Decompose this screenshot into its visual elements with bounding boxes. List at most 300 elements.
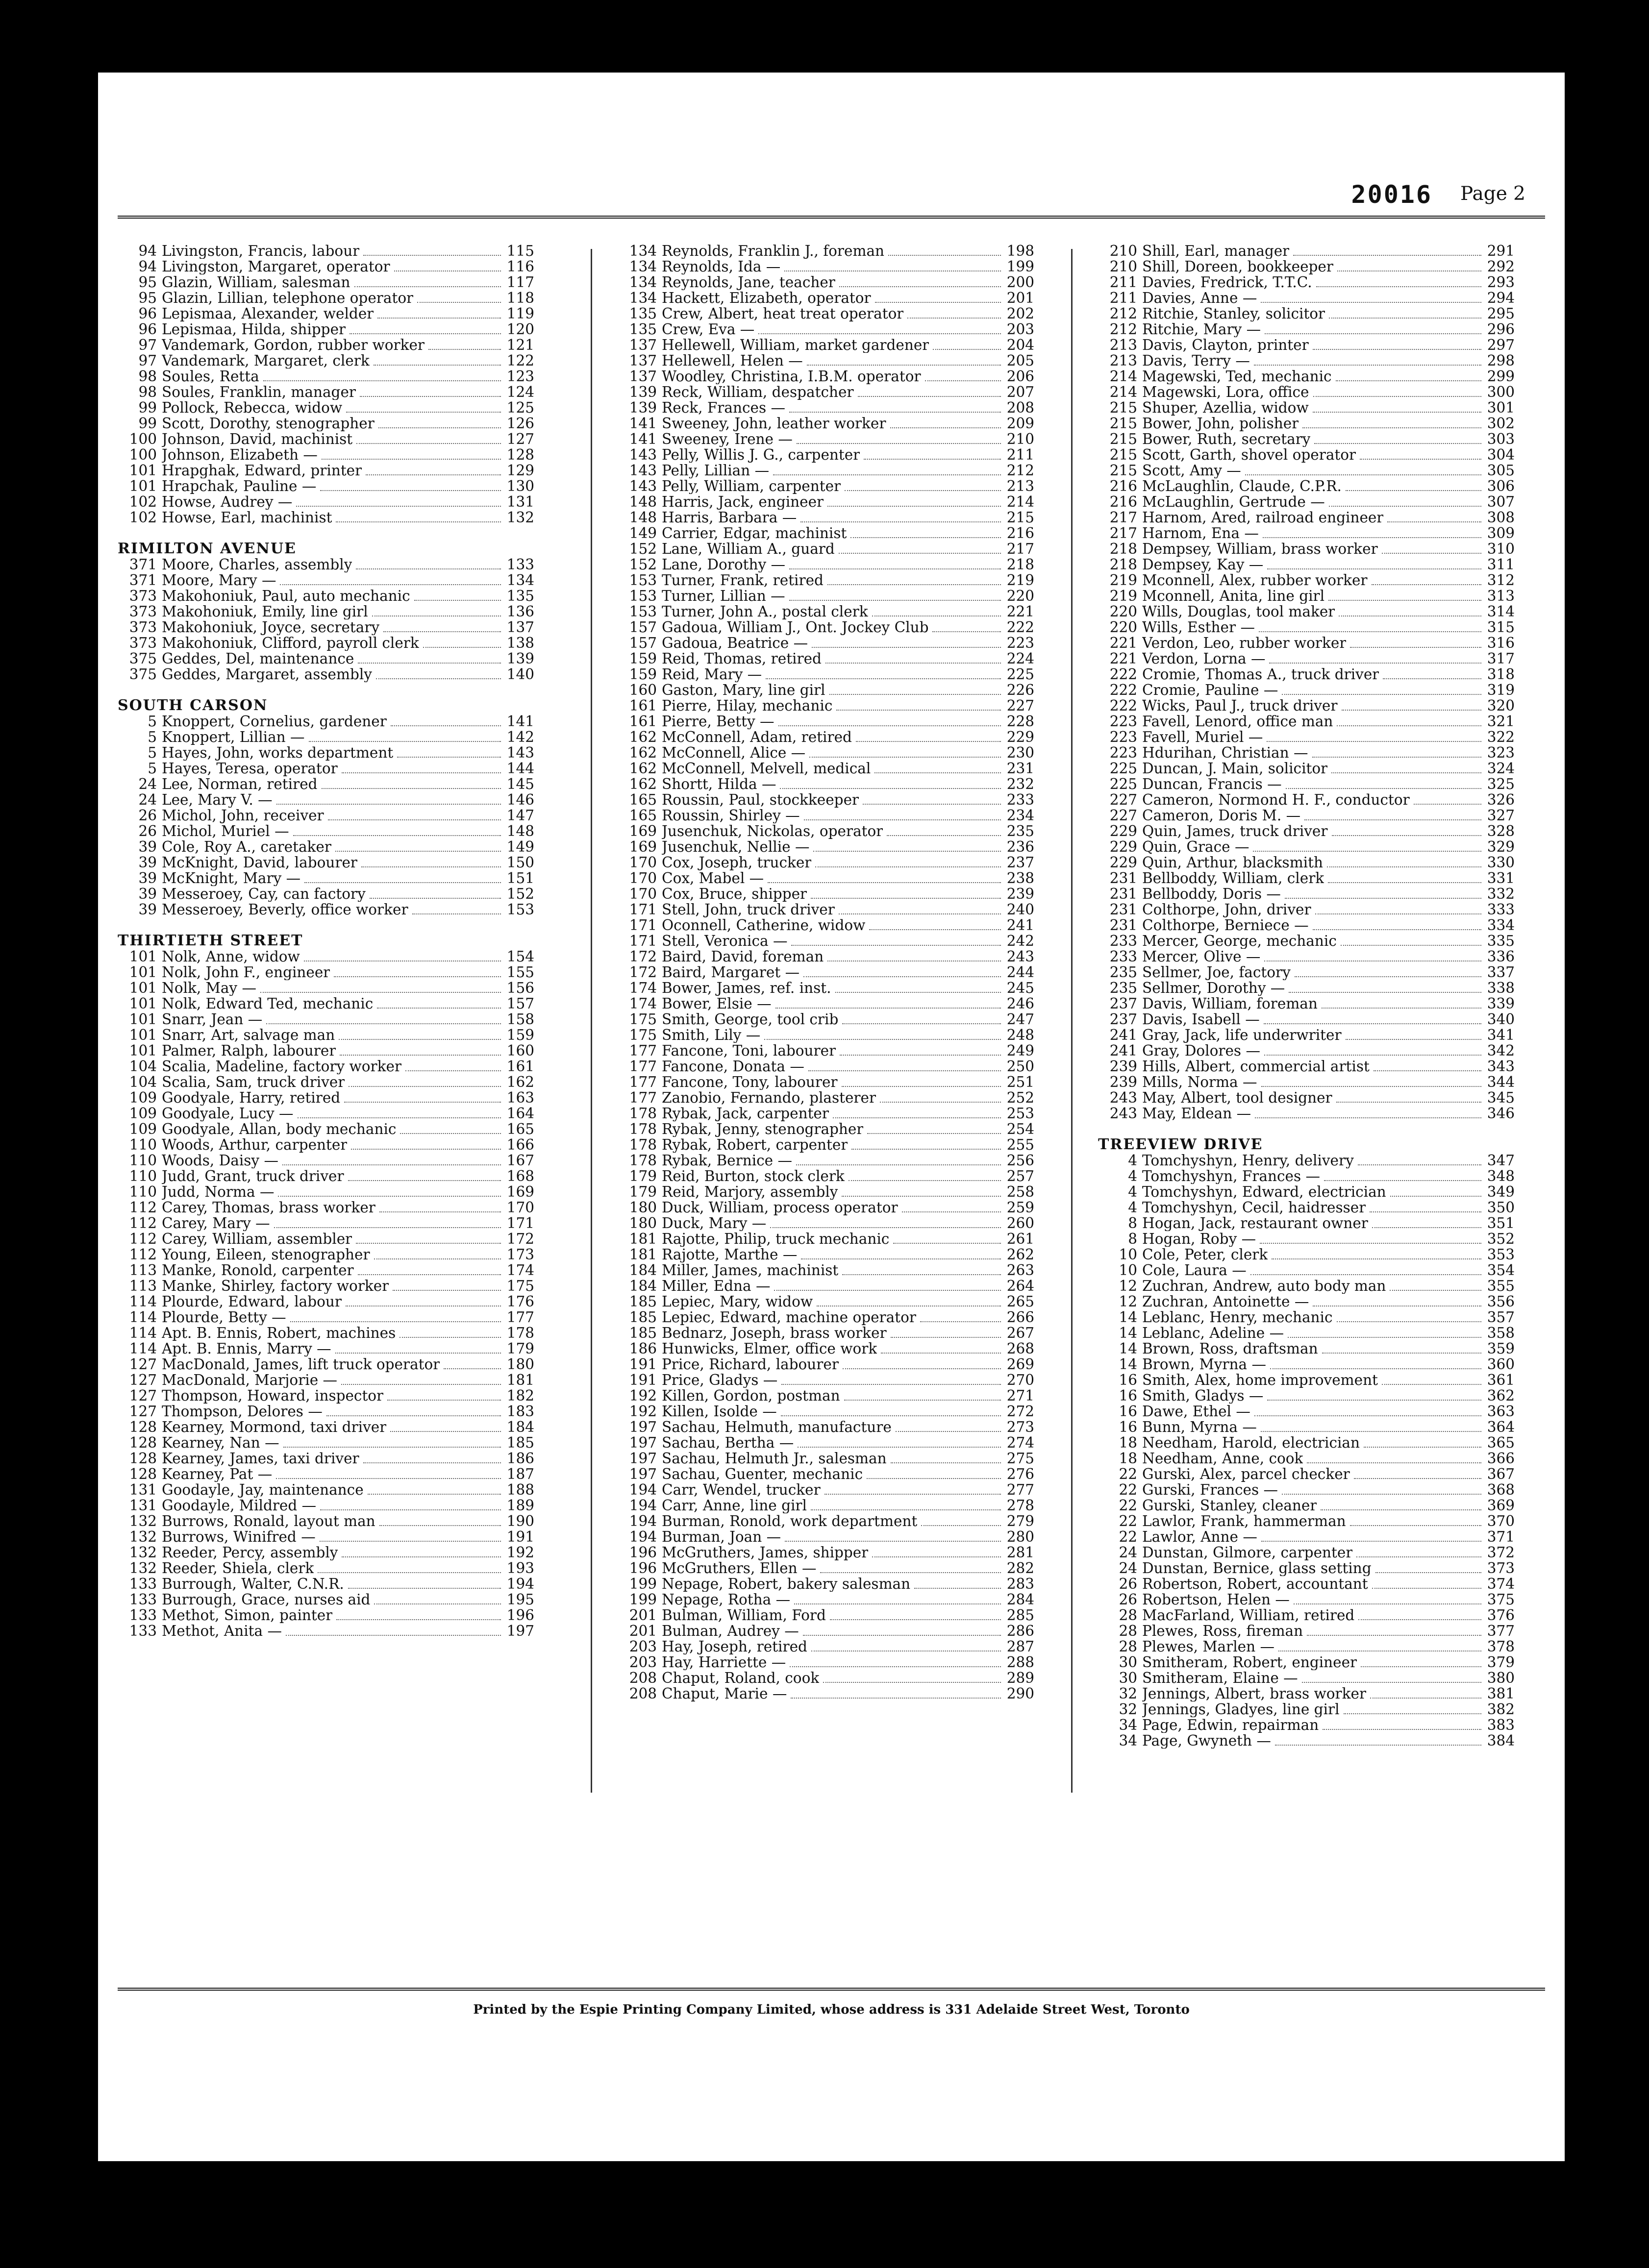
- leader-dots: [1331, 762, 1481, 773]
- directory-entry: [1098, 808, 1515, 823]
- directory-entry: [118, 1498, 534, 1513]
- entry-number: 247: [1006, 1011, 1034, 1028]
- directory-entry: [618, 1482, 1034, 1498]
- directory-entry: [1098, 729, 1515, 745]
- house-number: 237: [1109, 995, 1137, 1012]
- entry-number: 336: [1487, 948, 1515, 965]
- resident-name: Turner, John A., postal clerk: [662, 604, 868, 619]
- directory-entry: [618, 1294, 1034, 1309]
- resident-name: Ritchie, Mary —: [1142, 321, 1261, 337]
- leader-dots: [842, 1263, 1001, 1275]
- house-number: 101: [129, 478, 157, 494]
- entry-number: 251: [1006, 1074, 1034, 1090]
- directory-entry: [618, 1404, 1034, 1419]
- entry-number: 202: [1006, 305, 1034, 322]
- entry-number: 344: [1487, 1074, 1515, 1090]
- resident-name: Woods, Daisy —: [162, 1153, 278, 1168]
- leader-dots: [872, 605, 1001, 616]
- entry-number: 217: [1006, 541, 1034, 557]
- entry-number: 372: [1487, 1544, 1515, 1561]
- entry-number: 360: [1487, 1356, 1515, 1373]
- resident-name: Mconnell, Anita, line girl: [1142, 588, 1325, 604]
- entry-number: 310: [1487, 541, 1515, 557]
- resident-name: Snarr, Art, salvage man: [162, 1027, 335, 1043]
- leader-dots: [298, 1107, 501, 1118]
- resident-name: Duncan, Francis —: [1142, 776, 1282, 792]
- directory-entry: [1098, 1419, 1515, 1435]
- house-number: 148: [629, 493, 657, 510]
- street-heading: SOUTH CARSON: [118, 697, 268, 714]
- resident-name: Brown, Ross, draftsman: [1142, 1341, 1318, 1356]
- leader-dots: [1375, 1561, 1481, 1573]
- resident-name: Plewes, Ross, fireman: [1142, 1623, 1303, 1639]
- resident-name: Verdon, Lorna —: [1142, 651, 1266, 666]
- entry-number: 282: [1006, 1560, 1034, 1577]
- directory-entry: [618, 1247, 1034, 1262]
- entry-number: 235: [1006, 823, 1034, 839]
- directory-entry: [118, 290, 534, 306]
- directory-entry: [118, 243, 534, 259]
- directory-entry: [118, 384, 534, 400]
- entry-number: 279: [1006, 1513, 1034, 1529]
- house-number: 18: [1119, 1434, 1137, 1451]
- entry-number: 194: [506, 1576, 534, 1592]
- house-number: 14: [1119, 1356, 1137, 1373]
- leader-dots: [824, 1483, 1001, 1495]
- directory-entry: [1098, 964, 1515, 980]
- directory-entry: [1098, 1670, 1515, 1686]
- entry-number: 319: [1487, 682, 1515, 698]
- house-number: 197: [629, 1419, 657, 1435]
- directory-entry: [118, 1419, 534, 1435]
- leader-dots: [351, 1138, 501, 1150]
- entry-number: 289: [1006, 1670, 1034, 1686]
- entry-number: 172: [506, 1231, 534, 1247]
- directory-entry: [618, 1435, 1034, 1451]
- resident-name: Hayes, Teresa, operator: [162, 761, 338, 776]
- directory-entry: [618, 400, 1034, 416]
- directory-entry: [1098, 792, 1515, 808]
- house-number: 96: [138, 321, 157, 338]
- house-number: 133: [129, 1591, 157, 1608]
- leader-dots: [358, 652, 501, 664]
- directory-entry: [618, 604, 1034, 619]
- entry-number: 210: [1006, 431, 1034, 447]
- directory-entry: [1098, 886, 1515, 902]
- street-heading: THIRTIETH STREET: [118, 932, 303, 949]
- resident-name: Bower, John, polisher: [1142, 416, 1299, 431]
- leader-dots: [368, 1483, 501, 1495]
- entry-number: 291: [1487, 243, 1515, 259]
- directory-entry: [1098, 1388, 1515, 1404]
- entry-number: 197: [506, 1623, 534, 1639]
- leader-dots: [391, 715, 501, 726]
- leader-dots: [1370, 1201, 1481, 1212]
- leader-dots: [1350, 1514, 1481, 1526]
- resident-name: Hills, Albert, commercial artist: [1142, 1059, 1370, 1074]
- directory-entry: [118, 1466, 534, 1482]
- entry-number: 364: [1487, 1419, 1515, 1435]
- resident-name: Burrough, Walter, C.N.R.: [162, 1576, 344, 1592]
- directory-entry: [618, 353, 1034, 369]
- resident-name: Harris, Barbara —: [662, 510, 797, 525]
- entry-number: 335: [1487, 933, 1515, 949]
- leader-dots: [1285, 887, 1481, 899]
- directory-entry: [118, 1121, 534, 1137]
- resident-name: Tomchyshyn, Frances —: [1142, 1168, 1321, 1184]
- directory-entry: [1098, 682, 1515, 698]
- house-number: 39: [138, 901, 157, 918]
- document-page: [98, 73, 1565, 2161]
- resident-name: Vandemark, Gordon, rubber worker: [162, 337, 425, 353]
- leader-dots: [322, 777, 501, 789]
- entry-number: 330: [1487, 854, 1515, 871]
- leader-dots: [803, 965, 1001, 977]
- house-number: 97: [138, 352, 157, 369]
- directory-entry: [618, 1278, 1034, 1294]
- entry-number: 253: [1006, 1105, 1034, 1122]
- entry-number: 160: [506, 1042, 534, 1059]
- entry-number: 122: [506, 352, 534, 369]
- resident-name: Wills, Esther —: [1142, 619, 1255, 635]
- directory-entry: [1098, 1404, 1515, 1419]
- resident-name: Rybak, Robert, carpenter: [662, 1137, 848, 1153]
- house-number: 201: [629, 1623, 657, 1639]
- entry-number: 328: [1487, 823, 1515, 839]
- leader-dots: [1374, 1060, 1481, 1071]
- house-number: 152: [629, 541, 657, 557]
- entry-number: 211: [1006, 446, 1034, 463]
- directory-entry: [618, 478, 1034, 494]
- leader-dots: [858, 385, 1001, 397]
- house-number: 148: [629, 509, 657, 526]
- leader-dots: [1382, 542, 1481, 554]
- resident-name: Dempsey, William, brass worker: [1142, 541, 1378, 557]
- resident-name: Sachau, Helmuth Jr., salesman: [662, 1451, 887, 1466]
- house-number: 132: [129, 1513, 157, 1529]
- directory-entry: [618, 1356, 1034, 1372]
- directory-entry: [1098, 651, 1515, 666]
- entry-number: 320: [1487, 697, 1515, 714]
- house-number: 114: [129, 1325, 157, 1341]
- leader-dots: [276, 1467, 501, 1479]
- leader-dots: [887, 824, 1001, 836]
- entry-number: 118: [506, 290, 534, 306]
- resident-name: Leblanc, Adeline —: [1142, 1325, 1284, 1341]
- entry-number: 379: [1487, 1654, 1515, 1671]
- house-number: 127: [129, 1372, 157, 1388]
- entry-number: 227: [1006, 697, 1034, 714]
- entry-number: 176: [506, 1293, 534, 1310]
- directory-entry: [618, 572, 1034, 588]
- leader-dots: [888, 244, 1001, 256]
- leader-dots: [1313, 338, 1481, 350]
- resident-name: Smitheram, Elaine —: [1142, 1670, 1298, 1686]
- resident-name: McGruthers, Ellen —: [662, 1560, 817, 1576]
- entry-number: 284: [1006, 1591, 1034, 1608]
- house-number: 196: [629, 1544, 657, 1561]
- entry-number: 196: [506, 1607, 534, 1624]
- leader-dots: [1414, 793, 1481, 805]
- directory-entry: [618, 588, 1034, 604]
- entry-number: 351: [1487, 1215, 1515, 1232]
- resident-name: Gadoua, Beatrice —: [662, 635, 808, 651]
- leader-dots: [811, 1640, 1001, 1652]
- resident-name: Roussin, Paul, stockkeeper: [662, 792, 859, 808]
- resident-name: Duck, William, process operator: [662, 1200, 898, 1215]
- leader-dots: [1302, 417, 1481, 428]
- house-number: 175: [629, 1027, 657, 1043]
- house-number: 217: [1109, 525, 1137, 542]
- leader-dots: [1313, 401, 1481, 413]
- directory-entry: [118, 1153, 534, 1168]
- entry-number: 315: [1487, 619, 1515, 636]
- house-number: 215: [1109, 399, 1137, 416]
- house-number: 4: [1128, 1152, 1137, 1169]
- leader-dots: [1339, 605, 1481, 616]
- resident-name: Bower, James, ref. inst.: [662, 980, 831, 996]
- resident-name: Dunstan, Gilmore, carpenter: [1142, 1545, 1353, 1560]
- directory-entry: [1098, 1576, 1515, 1592]
- directory-entry: [118, 1200, 534, 1215]
- house-number: 137: [629, 337, 657, 353]
- directory-entry: [1098, 259, 1515, 274]
- house-number: 110: [129, 1183, 157, 1200]
- house-number: 4: [1128, 1168, 1137, 1184]
- house-number: 172: [629, 964, 657, 981]
- resident-name: Stell, Veronica —: [662, 933, 788, 949]
- entry-number: 161: [506, 1058, 534, 1075]
- directory-entry: [118, 478, 534, 494]
- entry-number: 256: [1006, 1152, 1034, 1169]
- resident-name: Lepismaa, Alexander, welder: [162, 306, 374, 321]
- house-number: 162: [629, 744, 657, 761]
- house-number: 32: [1119, 1685, 1137, 1702]
- house-number: 222: [1109, 666, 1137, 683]
- resident-name: Bellboddy, Doris —: [1142, 886, 1281, 902]
- resident-name: Chaput, Marie —: [662, 1686, 787, 1701]
- leader-dots: [790, 1655, 1001, 1667]
- directory-entry: [1098, 321, 1515, 337]
- house-number: 223: [1109, 729, 1137, 745]
- entry-number: 157: [506, 995, 534, 1012]
- resident-name: Manke, Shirley, factory worker: [162, 1278, 389, 1294]
- directory-entry: [118, 306, 534, 321]
- page-number: Page 2: [1460, 183, 1525, 205]
- house-number: 26: [1119, 1576, 1137, 1592]
- leader-dots: [1324, 1169, 1481, 1181]
- entry-number: 127: [506, 431, 534, 447]
- directory-entry: [618, 1153, 1034, 1168]
- entry-number: 231: [1006, 760, 1034, 777]
- resident-name: Goodyale, Lucy —: [162, 1106, 294, 1121]
- resident-name: Judd, Grant, truck driver: [162, 1168, 344, 1184]
- directory-entry: [1098, 494, 1515, 510]
- leader-dots: [309, 730, 501, 742]
- entry-number: 353: [1487, 1246, 1515, 1263]
- leader-dots: [781, 1373, 1001, 1385]
- directory-entry: [118, 353, 534, 369]
- house-number: 241: [1109, 1042, 1137, 1059]
- entry-number: 259: [1006, 1199, 1034, 1216]
- resident-name: Stell, John, truck driver: [662, 902, 835, 917]
- house-number: 180: [629, 1199, 657, 1216]
- leader-dots: [379, 1514, 501, 1526]
- entry-number: 269: [1006, 1356, 1034, 1373]
- entry-number: 220: [1006, 588, 1034, 604]
- entry-number: 192: [506, 1544, 534, 1561]
- entry-number: 317: [1487, 650, 1515, 667]
- directory-entry: [618, 839, 1034, 855]
- entry-number: 187: [506, 1466, 534, 1482]
- house-number: 127: [129, 1403, 157, 1420]
- leader-dots: [827, 950, 1001, 961]
- directory-entry: [1098, 1560, 1515, 1576]
- resident-name: Young, Eileen, stenographer: [162, 1247, 370, 1262]
- directory-entry: [618, 682, 1034, 698]
- house-number: 28: [1119, 1638, 1137, 1655]
- directory-entry: [618, 1074, 1034, 1090]
- directory-entry: [1098, 996, 1515, 1011]
- directory-entry: [1098, 557, 1515, 572]
- resident-name: Kearney, James, taxi driver: [162, 1451, 359, 1466]
- directory-entry: [618, 1325, 1034, 1341]
- house-number: 114: [129, 1293, 157, 1310]
- entry-number: 337: [1487, 964, 1515, 981]
- directory-entry: [1098, 761, 1515, 776]
- directory-entry: [118, 337, 534, 353]
- house-number: 112: [129, 1231, 157, 1247]
- house-number: 227: [1109, 807, 1137, 824]
- resident-name: Cameron, Doris M. —: [1142, 808, 1301, 823]
- entry-number: 263: [1006, 1262, 1034, 1279]
- leader-dots: [1254, 354, 1481, 366]
- directory-entry: [618, 369, 1034, 384]
- resident-name: Quin, Arthur, blacksmith: [1142, 855, 1323, 870]
- entry-number: 255: [1006, 1136, 1034, 1153]
- house-number: 239: [1109, 1058, 1137, 1075]
- resident-name: Reid, Marjory, assembly: [662, 1184, 838, 1200]
- entry-number: 293: [1487, 274, 1515, 291]
- directory-entry: [618, 274, 1034, 290]
- entry-number: 207: [1006, 384, 1034, 400]
- leader-dots: [907, 307, 1001, 319]
- house-number: 100: [129, 431, 157, 447]
- leader-dots: [1361, 1655, 1481, 1667]
- leader-dots: [1289, 981, 1481, 993]
- resident-name: Magewski, Lora, office: [1142, 384, 1309, 400]
- directory-entry: [618, 933, 1034, 949]
- resident-name: Plewes, Marlen —: [1142, 1639, 1275, 1654]
- leader-dots: [1293, 244, 1481, 256]
- house-number: 179: [629, 1183, 657, 1200]
- resident-name: Burrows, Winifred —: [162, 1529, 316, 1545]
- directory-entry: [1098, 917, 1515, 933]
- leader-dots: [932, 620, 1001, 632]
- leader-dots: [334, 965, 501, 977]
- resident-name: Oconnell, Catherine, widow: [662, 917, 866, 933]
- house-number: 169: [629, 838, 657, 855]
- resident-name: Messeroey, Beverly, office worker: [162, 902, 408, 917]
- leader-dots: [817, 1295, 1001, 1307]
- directory-entry: [618, 1654, 1034, 1670]
- house-number: 219: [1109, 572, 1137, 589]
- entry-number: 303: [1487, 431, 1515, 447]
- directory-entry: [618, 1168, 1034, 1184]
- leader-dots: [798, 1436, 1001, 1448]
- entry-number: 167: [506, 1152, 534, 1169]
- house-number: 210: [1109, 258, 1137, 275]
- directory-entry: [1098, 604, 1515, 619]
- directory-entry: [1098, 635, 1515, 651]
- house-number: 153: [629, 603, 657, 620]
- house-number: 216: [1109, 493, 1137, 510]
- house-number: 191: [629, 1356, 657, 1373]
- leader-dots: [326, 1405, 501, 1416]
- house-number: 99: [138, 399, 157, 416]
- leader-dots: [320, 1530, 501, 1542]
- entry-number: 236: [1006, 838, 1034, 855]
- leader-dots: [827, 573, 1001, 585]
- directory-entry: [618, 823, 1034, 839]
- directory-entry: [118, 1184, 534, 1200]
- resident-name: Snarr, Jean —: [162, 1011, 263, 1027]
- resident-name: Thompson, Delores —: [162, 1404, 323, 1419]
- resident-name: Gurski, Alex, parcel checker: [1142, 1466, 1350, 1482]
- house-number: 197: [629, 1434, 657, 1451]
- entry-number: 273: [1006, 1419, 1034, 1435]
- entry-number: 216: [1006, 525, 1034, 542]
- resident-name: Smith, Lily —: [662, 1027, 761, 1043]
- entry-number: 237: [1006, 854, 1034, 871]
- leader-dots: [1270, 1357, 1481, 1369]
- house-number: 212: [1109, 321, 1137, 338]
- entry-number: 340: [1487, 1011, 1515, 1028]
- leader-dots: [1346, 479, 1481, 491]
- directory-entry: [118, 1215, 534, 1231]
- leader-dots: [867, 1467, 1001, 1479]
- entry-number: 248: [1006, 1027, 1034, 1043]
- directory-entry: [118, 1623, 534, 1639]
- resident-name: Ritchie, Stanley, solicitor: [1142, 306, 1325, 321]
- entry-number: 300: [1487, 384, 1515, 400]
- house-number: 162: [629, 760, 657, 777]
- resident-name: Tomchyshyn, Henry, delivery: [1142, 1153, 1354, 1168]
- house-number: 373: [129, 588, 157, 604]
- resident-name: Mills, Norma —: [1142, 1074, 1257, 1090]
- resident-name: Turner, Frank, retired: [662, 572, 824, 588]
- entry-number: 362: [1487, 1387, 1515, 1404]
- directory-entry: [618, 243, 1034, 259]
- leader-dots: [379, 1201, 501, 1212]
- leader-dots: [322, 448, 501, 460]
- house-number: 218: [1109, 556, 1137, 573]
- leader-dots: [1372, 1216, 1481, 1228]
- directory-entry: [1098, 933, 1515, 949]
- leader-dots: [896, 1420, 1001, 1432]
- leader-dots: [304, 950, 501, 961]
- entry-number: 166: [506, 1136, 534, 1153]
- directory-entry: [618, 1576, 1034, 1592]
- house-number: 161: [629, 713, 657, 730]
- house-number: 229: [1109, 838, 1137, 855]
- directory-entry: [1098, 1215, 1515, 1231]
- directory-entry: [1098, 1153, 1515, 1168]
- house-number: 177: [629, 1042, 657, 1059]
- resident-name: Reid, Mary —: [662, 666, 762, 682]
- entry-number: 181: [506, 1372, 534, 1388]
- house-number: 135: [629, 321, 657, 338]
